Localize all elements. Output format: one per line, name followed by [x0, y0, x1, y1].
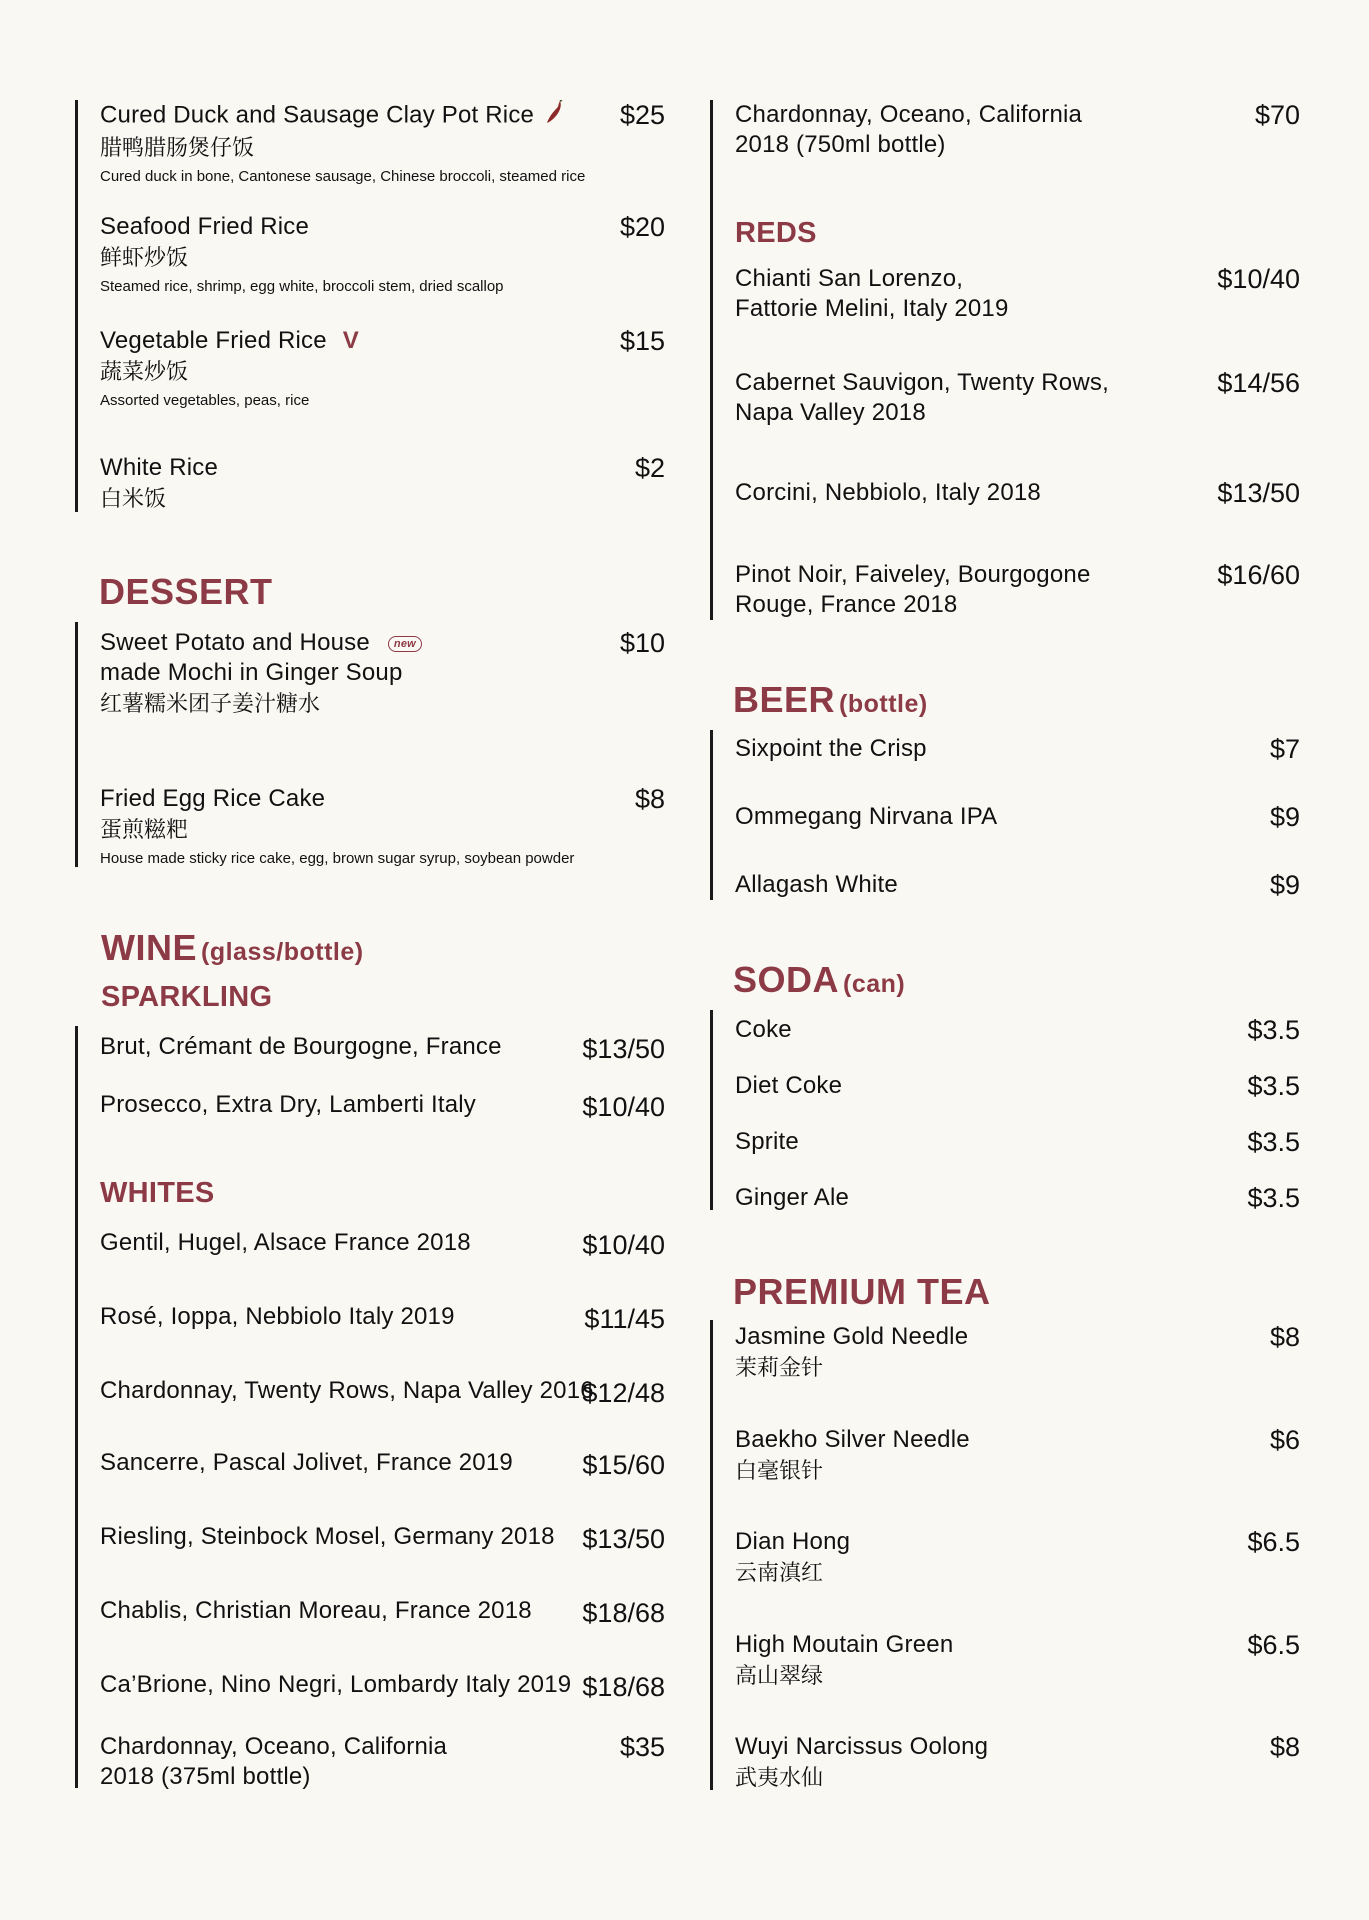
item-name: Fried Egg Rice Cake	[100, 785, 326, 812]
wine-item	[100, 1732, 665, 1792]
item-name: Chardonnay, Twenty Rows, Napa Valley 2016	[100, 1377, 594, 1404]
item-price: $15	[619, 326, 665, 356]
item-price: $8	[1269, 1322, 1300, 1352]
item-price: $10/40	[582, 1092, 665, 1122]
wine-item	[100, 1596, 665, 1626]
item-price: $3.5	[1247, 1183, 1300, 1213]
soda-item	[735, 1183, 1300, 1213]
item-name: Sixpoint the Crisp	[735, 735, 927, 762]
beer-item	[735, 870, 1300, 900]
item-name: Rosé, Ioppa, Nebbiolo Italy 2019	[100, 1303, 455, 1330]
soda-group	[710, 1010, 1300, 1213]
item-chinese-name: 红薯糯米团子姜汁糖水	[100, 692, 321, 717]
item-chinese-name: 云南滇红	[735, 1561, 824, 1586]
item-price: $10	[619, 628, 665, 658]
item-chinese-name: 高山翠绿	[735, 1664, 824, 1689]
item-name-line1: Chardonnay, Oceano, California	[100, 1733, 448, 1760]
item-price: $70	[1254, 100, 1300, 130]
item-name-line1: Sweet Potato and House	[100, 629, 370, 656]
item-name: Wuyi Narcissus Oolong	[735, 1733, 989, 1760]
item-chinese-name: 武夷水仙	[735, 1766, 824, 1791]
wine-item	[735, 560, 1300, 620]
item-price: $18/68	[582, 1672, 665, 1702]
soda-title: SODA	[733, 959, 840, 1000]
item-price: $11/45	[584, 1304, 665, 1334]
item-price: $10/40	[1217, 264, 1300, 294]
vegetarian-icon: V	[342, 327, 360, 354]
tea-heading: PREMIUM TEA	[733, 1271, 991, 1312]
item-chinese-name: 鲜虾炒饭	[100, 246, 189, 271]
wine-item	[735, 264, 1300, 324]
wine-item	[100, 1302, 665, 1332]
item-price: $2	[634, 453, 665, 483]
wine-item	[100, 1090, 665, 1120]
item-price: $13/50	[1217, 478, 1300, 508]
item-name-line2: Napa Valley 2018	[735, 399, 926, 426]
soda-heading	[733, 960, 905, 1004]
wine-item	[735, 478, 1300, 508]
beer-item	[735, 802, 1300, 832]
item-price: $8	[1269, 1732, 1300, 1762]
item-name: Coke	[735, 1016, 792, 1043]
item-name: Prosecco, Extra Dry, Lamberti Italy	[100, 1091, 476, 1118]
wine-item	[100, 1670, 665, 1700]
item-name: Seafood Fried Rice	[100, 213, 310, 240]
wine-item	[100, 1448, 665, 1478]
menu-item-sweet-potato-mochi	[100, 628, 665, 719]
menu-item-white-rice	[100, 453, 665, 514]
menu-item-fried-egg-rice-cake	[100, 784, 665, 869]
rice-group	[75, 100, 665, 512]
item-price: $25	[619, 100, 665, 130]
item-price: $3.5	[1247, 1127, 1300, 1157]
item-name: Riesling, Steinbock Mosel, Germany 2018	[100, 1523, 555, 1550]
item-price: $8	[634, 784, 665, 814]
beer-title: BEER	[733, 679, 836, 720]
item-price: $3.5	[1247, 1015, 1300, 1045]
item-chinese-name: 白米饭	[100, 487, 167, 512]
item-name: Ca’Brione, Nino Negri, Lombardy Italy 2019	[100, 1671, 572, 1698]
soda-item	[735, 1127, 1300, 1157]
item-chinese-name: 腊鸭腊肠煲仔饭	[100, 136, 255, 161]
wine-heading	[101, 928, 364, 972]
item-name: High Moutain Green	[735, 1631, 954, 1658]
item-name: Ommegang Nirvana IPA	[735, 803, 998, 830]
item-price: $6.5	[1247, 1630, 1300, 1660]
item-price: $3.5	[1247, 1071, 1300, 1101]
wine-title: WINE	[101, 927, 197, 968]
beer-item	[735, 734, 1300, 764]
item-price: $15/60	[582, 1450, 665, 1480]
item-name-line2: Rouge, France 2018	[735, 591, 958, 618]
item-description: House made sticky rice cake, egg, brown sugar syrup, soybean powder	[100, 850, 575, 867]
item-name: Gentil, Hugel, Alsace France 2018	[100, 1229, 471, 1256]
new-badge: new	[388, 636, 422, 652]
tea-item	[735, 1527, 1300, 1588]
item-name: Brut, Crémant de Bourgogne, France	[100, 1033, 502, 1060]
sparkling-heading: SPARKLING	[101, 981, 273, 1013]
item-price: $18/68	[582, 1598, 665, 1628]
item-name: Jasmine Gold Needle	[735, 1323, 969, 1350]
wine-item	[735, 368, 1300, 428]
item-name: Vegetable Fried Rice	[100, 327, 327, 354]
item-name-line2: Fattorie Melini, Italy 2019	[735, 295, 1009, 322]
item-name: Sancerre, Pascal Jolivet, France 2019	[100, 1449, 513, 1476]
soda-item	[735, 1071, 1300, 1101]
item-name-line2: made Mochi in Ginger Soup	[100, 659, 403, 686]
reds-heading: REDS	[735, 217, 817, 249]
item-price: $7	[1269, 734, 1300, 764]
item-name: Allagash White	[735, 871, 898, 898]
soda-item	[735, 1015, 1300, 1045]
item-price: $20	[619, 212, 665, 242]
item-name-line1: Chianti San Lorenzo,	[735, 265, 964, 292]
wine-suffix: (glass/bottle)	[201, 938, 364, 966]
item-price: $12/48	[582, 1378, 665, 1408]
menu-item-seafood-fried-rice	[100, 212, 665, 297]
reds-group	[710, 100, 1300, 620]
wine-group	[75, 1026, 665, 1788]
item-name: Diet Coke	[735, 1072, 843, 1099]
beer-suffix: (bottle)	[839, 690, 928, 718]
item-name: Ginger Ale	[735, 1184, 850, 1211]
wine-item	[100, 1522, 665, 1552]
item-price: $14/56	[1217, 368, 1300, 398]
item-chinese-name: 茉莉金针	[735, 1356, 824, 1381]
menu-item-clay-pot-rice	[100, 100, 665, 187]
tea-item	[735, 1322, 1300, 1383]
item-description: Cured duck in bone, Cantonese sausage, Chinese broccoli, steamed rice	[100, 168, 586, 185]
item-price: $35	[619, 1732, 665, 1762]
item-price: $13/50	[582, 1034, 665, 1064]
item-chinese-name: 蔬菜炒饭	[100, 360, 189, 385]
item-chinese-name: 蛋煎糍粑	[100, 818, 189, 843]
item-price: $9	[1269, 802, 1300, 832]
dessert-group	[75, 622, 665, 867]
item-price: $10/40	[582, 1230, 665, 1260]
item-name: White Rice	[100, 454, 219, 481]
item-name-line2: 2018 (375ml bottle)	[100, 1763, 311, 1790]
item-name: Dian Hong	[735, 1528, 851, 1555]
wine-item	[100, 1228, 665, 1258]
item-name: Baekho Silver Needle	[735, 1426, 970, 1453]
chili-pepper-icon	[546, 100, 564, 132]
tea-item	[735, 1425, 1300, 1486]
item-price: $9	[1269, 870, 1300, 900]
item-name: Cured Duck and Sausage Clay Pot Rice	[100, 101, 535, 129]
item-price: $6	[1269, 1425, 1300, 1455]
soda-suffix: (can)	[843, 970, 906, 998]
whites-heading: WHITES	[100, 1177, 215, 1209]
wine-item	[735, 100, 1300, 160]
menu-item-vegetable-fried-rice	[100, 326, 665, 411]
wine-item	[100, 1032, 665, 1062]
item-name-line2: 2018 (750ml bottle)	[735, 131, 946, 158]
beer-heading	[733, 680, 928, 724]
item-price: $6.5	[1247, 1527, 1300, 1557]
beer-group	[710, 730, 1300, 900]
tea-group	[710, 1320, 1300, 1790]
item-chinese-name: 白毫银针	[735, 1459, 824, 1484]
item-name: Corcini, Nebbiolo, Italy 2018	[735, 479, 1041, 506]
item-name: Sprite	[735, 1128, 799, 1155]
item-price: $16/60	[1217, 560, 1300, 590]
tea-item	[735, 1630, 1300, 1691]
wine-item	[100, 1376, 665, 1406]
tea-item	[735, 1732, 1300, 1793]
dessert-heading: DESSERT	[99, 571, 273, 612]
item-name-line1: Cabernet Sauvigon, Twenty Rows,	[735, 369, 1109, 396]
item-name: Chablis, Christian Moreau, France 2018	[100, 1597, 532, 1624]
item-description: Assorted vegetables, peas, rice	[100, 392, 310, 409]
item-price: $13/50	[582, 1524, 665, 1554]
item-name-line1: Chardonnay, Oceano, California	[735, 101, 1083, 128]
item-name-line1: Pinot Noir, Faiveley, Bourgogone	[735, 561, 1091, 588]
item-description: Steamed rice, shrimp, egg white, broccoli stem, dried scallop	[100, 278, 504, 295]
